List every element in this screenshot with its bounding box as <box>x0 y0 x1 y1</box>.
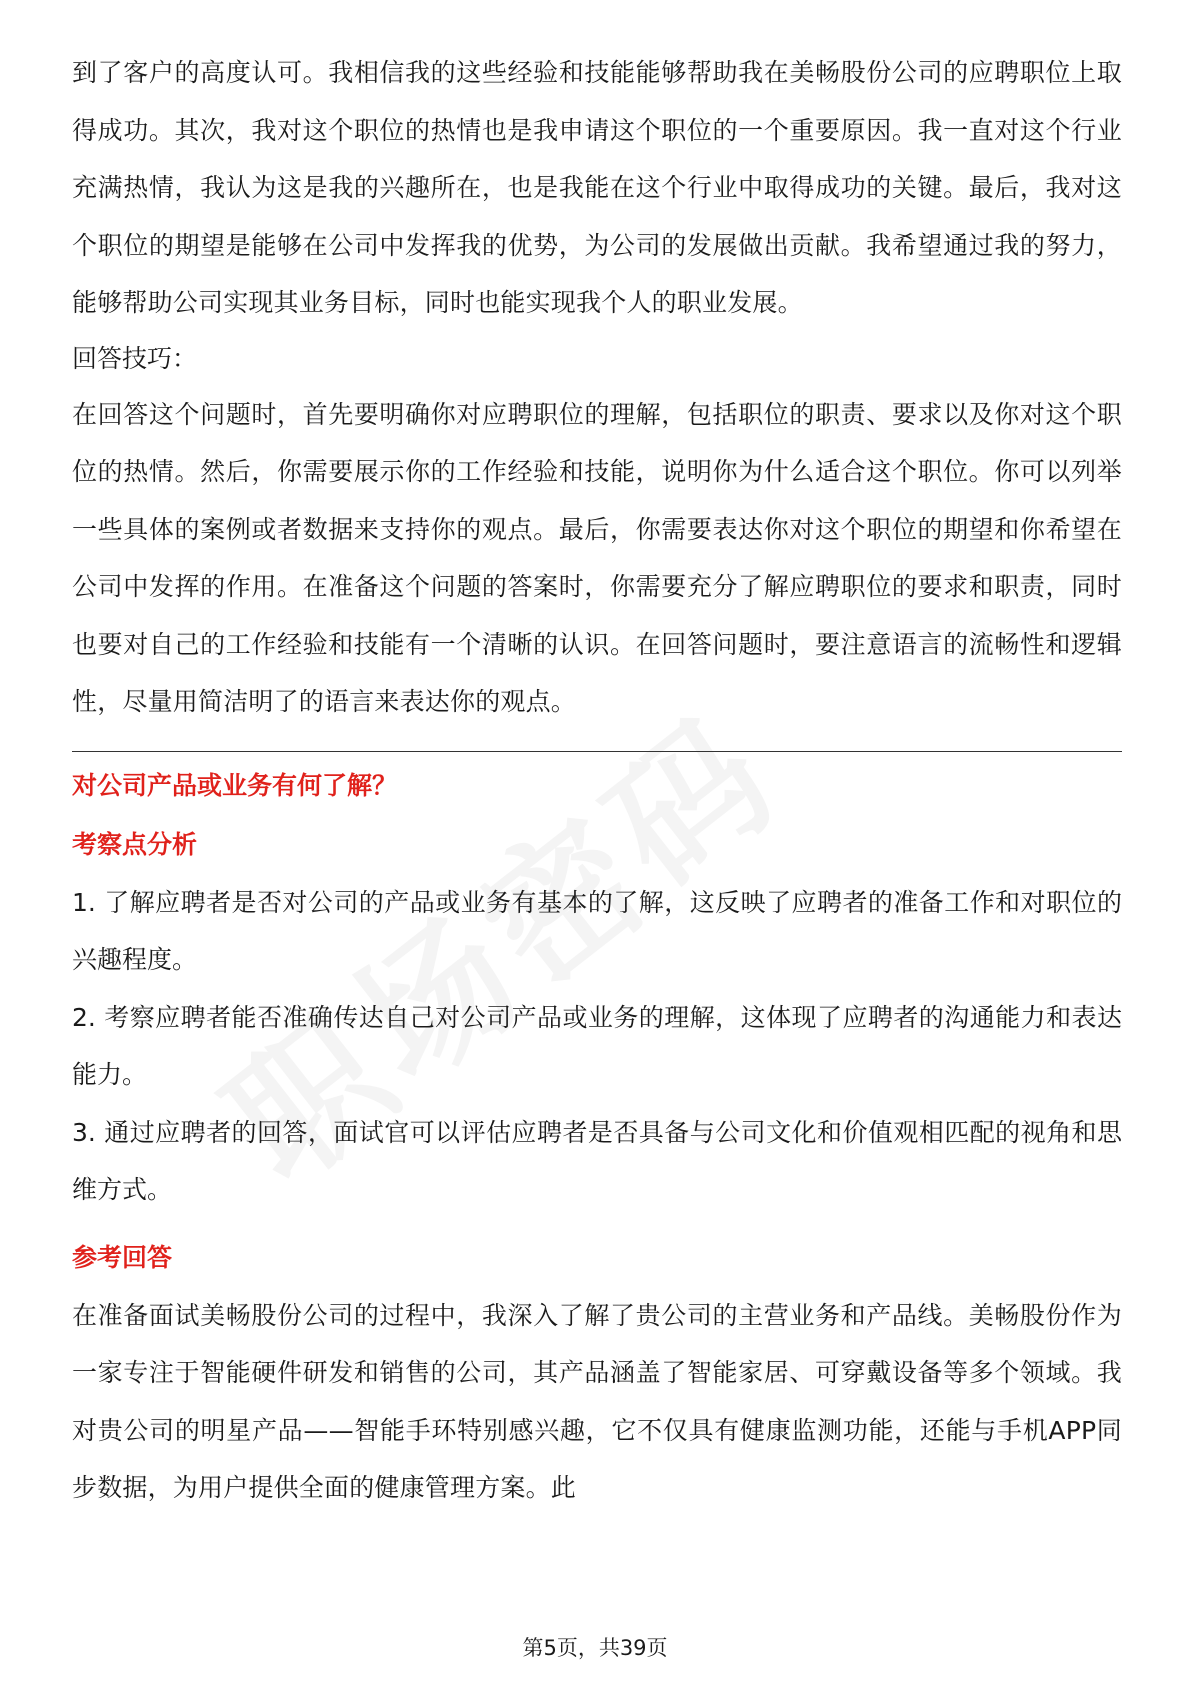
analysis-item-3: 3. 通过应聘者的回答，面试官可以评估应聘者是否具备与公司文化和价值观相匹配的视角和思维方式。 <box>72 1117 1122 1204</box>
tips-label: 回答技巧： <box>72 343 198 373</box>
document-page <box>72 44 1122 1517</box>
question-title: 对公司产品或业务有何了解？ <box>72 770 398 800</box>
section-divider <box>72 751 1122 752</box>
analysis-item-1: 1. 了解应聘者是否对公司的产品或业务有基本的了解，这反映了应聘者的准备工作和对职位的兴趣程度。 <box>72 887 1122 974</box>
page-number: 第5页，共39页 <box>522 1636 668 1660</box>
intro-paragraph: 到了客户的高度认可。我相信我的这些经验和技能能够帮助我在美畅股份公司的应聘职位上取得成功。其次，我对这个职位的热情也是我申请这个职位的一个重要原因。我一直对这个行业充满热情，我认为这是我的兴趣所在，也是我能在这个行业中取得成功的关键。最后，我对这个职位的期望是能够在公司中发挥我的优势，为公司的发展做出贡献。我希望通过我的努力，能够帮助公司实现其业务目标，同时也能实现我个人的职业发展。 <box>72 58 1122 317</box>
reference-paragraph: 在准备面试美畅股份公司的过程中，我深入了解了贵公司的主营业务和产品线。美畅股份作为一家专注于智能硬件研发和销售的公司，其产品涵盖了智能家居、可穿戴设备等多个领域。我对贵公司的明星产品——智能手环特别感兴趣，它不仅具有健康监测功能，还能与手机APP同步数据，为用户提供全面的健康管理方案。此 <box>72 1300 1122 1502</box>
reference-heading: 参考回答 <box>72 1242 173 1272</box>
analysis-heading: 考察点分析 <box>72 829 198 859</box>
analysis-item-2: 2. 考察应聘者能否准确传达自己对公司产品或业务的理解，这体现了应聘者的沟通能力和表达能力。 <box>72 1002 1122 1089</box>
tips-paragraph: 在回答这个问题时，首先要明确你对应聘职位的理解，包括职位的职责、要求以及你对这个职位的热情。然后，你需要展示你的工作经验和技能，说明你为什么适合这个职位。你可以列举一些具体的案例或者数据来支持你的观点。最后，你需要表达你对这个职位的期望和你希望在公司中发挥的作用。在准备这个问题的答案时，你需要充分了解应聘职位的要求和职责，同时也要对自己的工作经验和技能有一个清晰的认识。在回答问题时，要注意语言的流畅性和逻辑性，尽量用简洁明了的语言来表达你的观点。 <box>72 399 1122 716</box>
